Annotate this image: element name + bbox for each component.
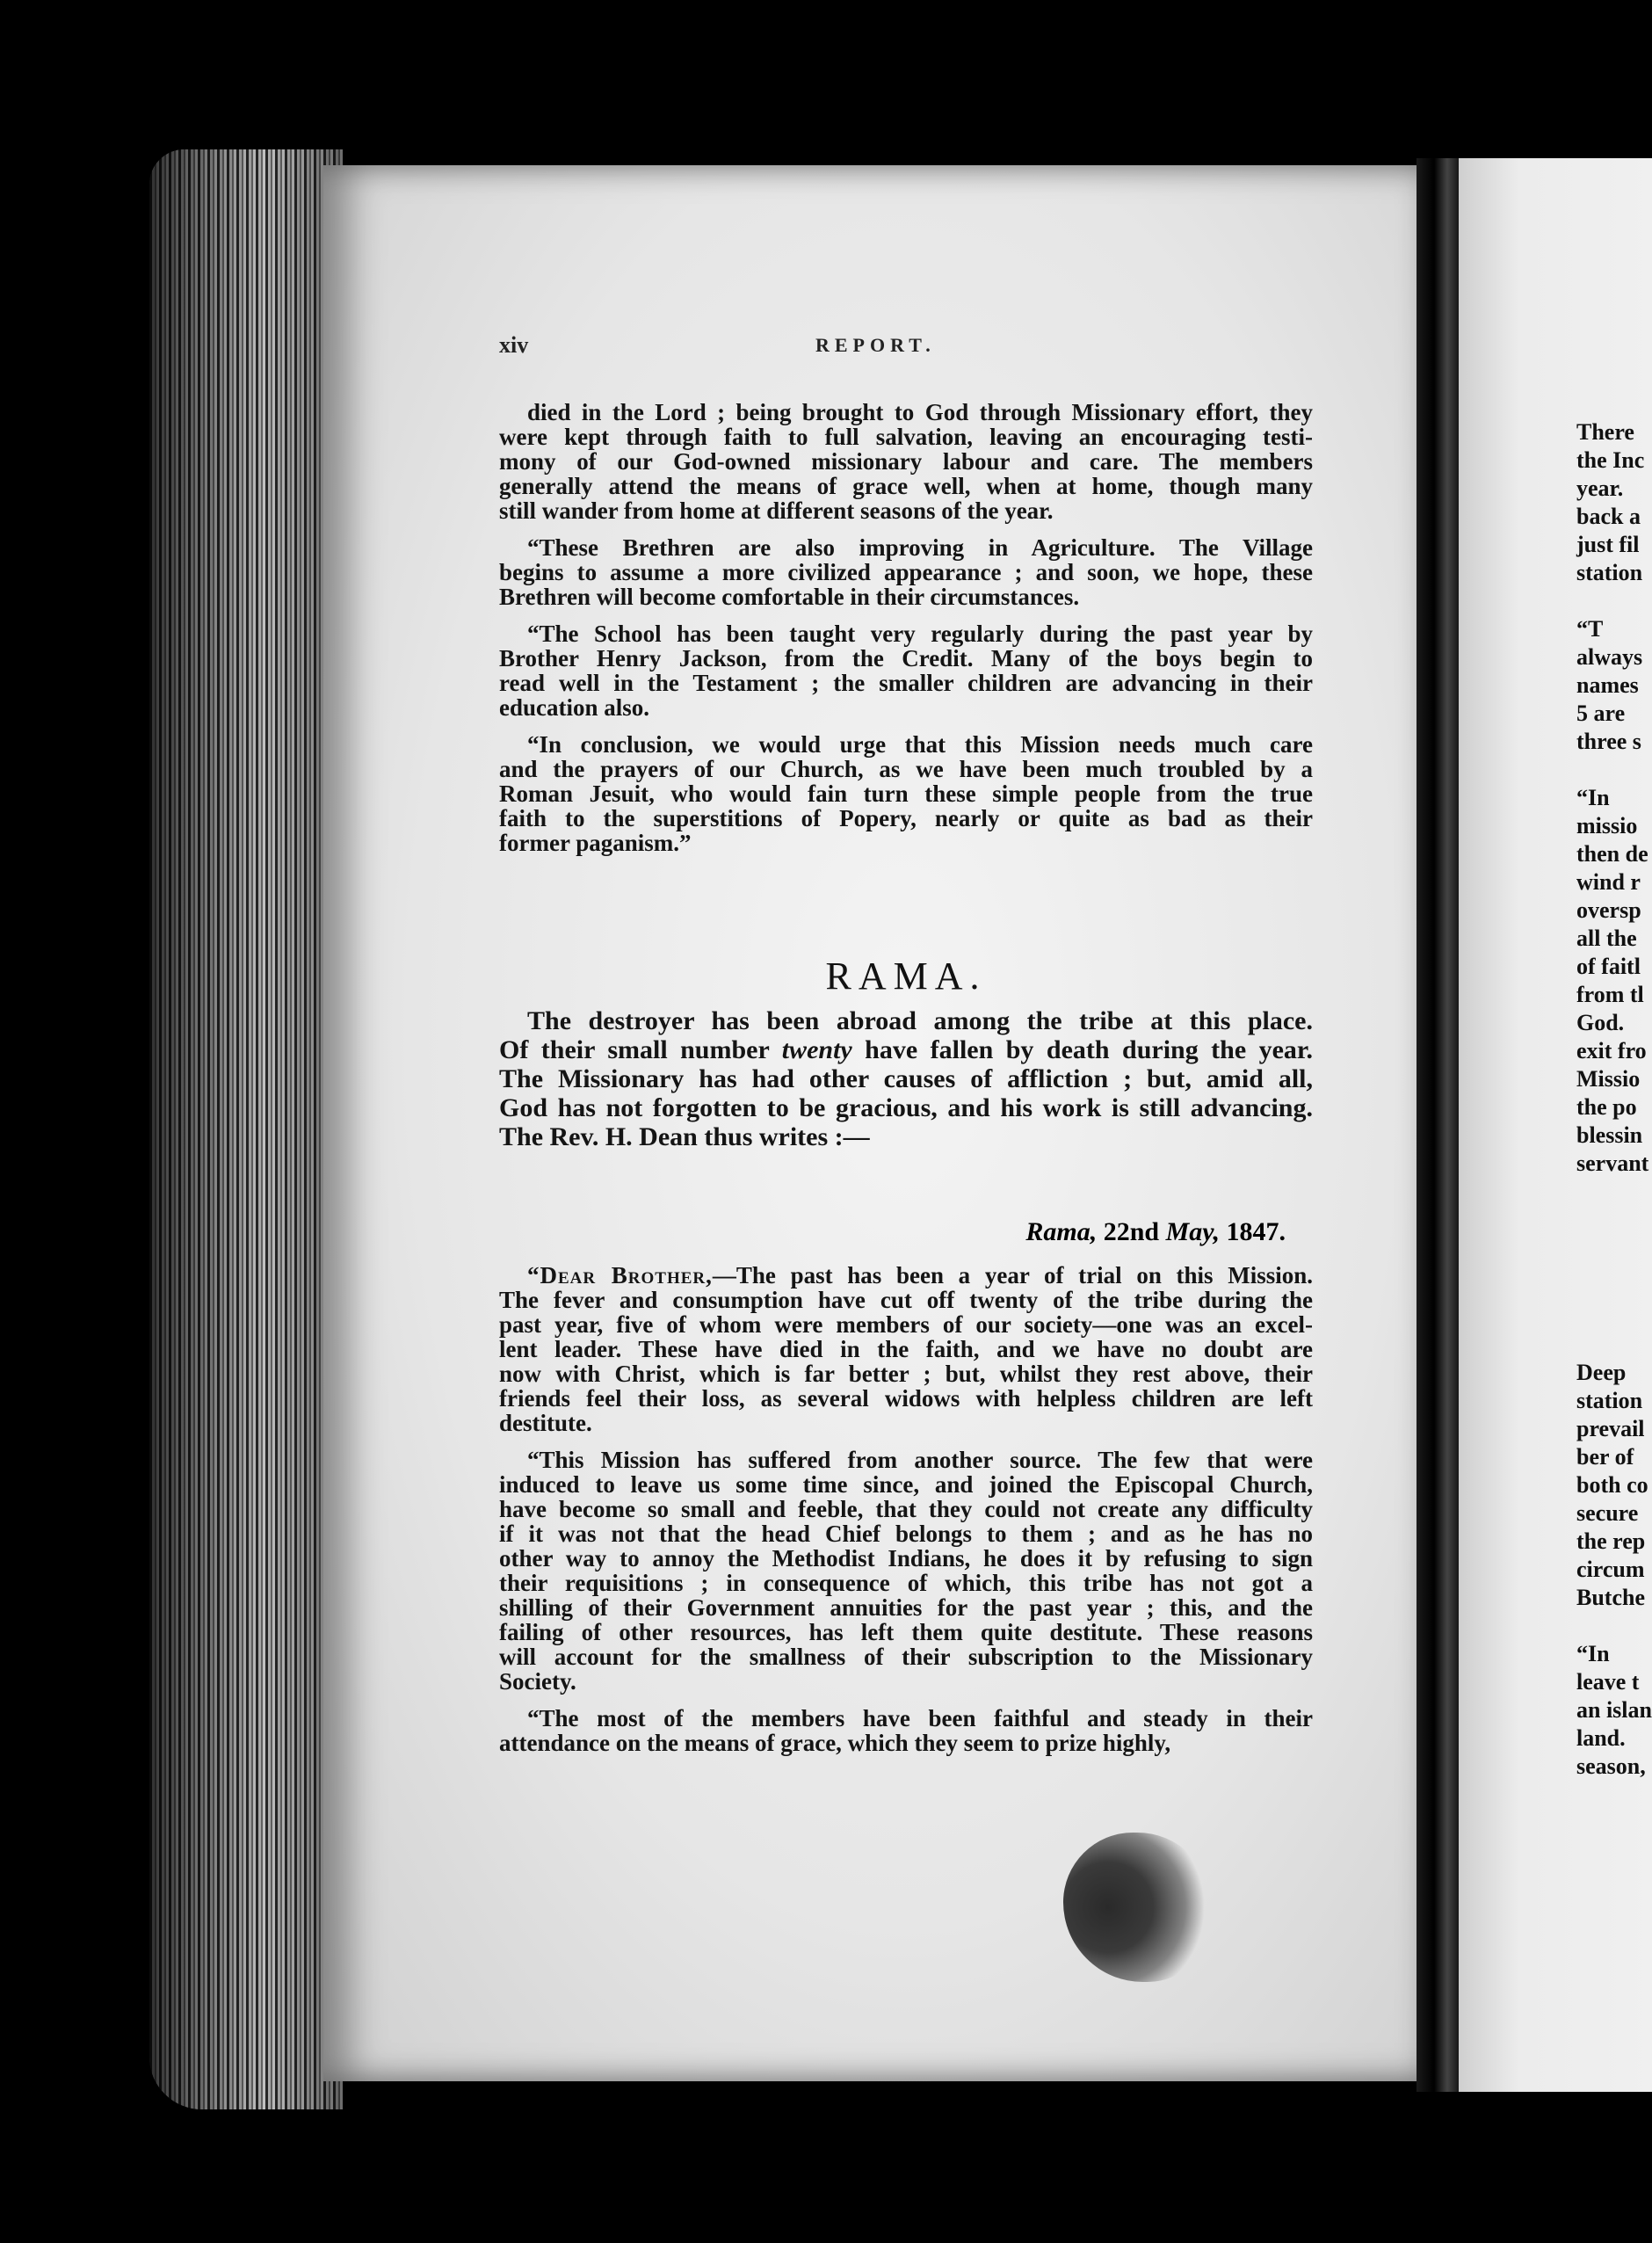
text-line: past year, five of whom were members of our society—one was an excel- xyxy=(499,1311,1313,1338)
paragraph xyxy=(499,732,1313,855)
facing-line: leave t xyxy=(1576,1669,1640,1695)
facing-line: of faitl xyxy=(1576,954,1641,979)
facing-line: station xyxy=(1576,1388,1643,1413)
text-line: mony of our God-owned missionary labour and care. The members xyxy=(499,448,1313,475)
text-line: their requisitions ; in consequence of which, this tribe has not got a xyxy=(499,1570,1313,1596)
running-title: REPORT. xyxy=(815,334,936,356)
paragraph xyxy=(499,1448,1313,1694)
facing-line: land. xyxy=(1576,1725,1626,1751)
text-line: Society. xyxy=(499,1668,576,1695)
letter-body xyxy=(499,1263,1313,1755)
facing-line: missio xyxy=(1576,813,1638,838)
facing-line: names xyxy=(1576,672,1639,698)
text-line: “The School has been taught very regularly during the past year by xyxy=(527,621,1313,647)
facing-line: “In xyxy=(1576,785,1610,810)
text-line: died in the Lord ; being brought to God through Missionary effort, they xyxy=(527,399,1313,425)
text-line: “The most of the members have been faithful and steady in their xyxy=(527,1705,1313,1731)
text-line: generally attend the means of grace well, when at home, though many xyxy=(499,473,1313,499)
text-line: former paganism.” xyxy=(499,830,692,856)
text-line: shilling of their Government annuities for the past year ; this, and the xyxy=(499,1594,1313,1621)
text-line: friends feel their loss, as several widows with helpless children are left xyxy=(499,1385,1313,1412)
facing-line: wind r xyxy=(1576,869,1641,895)
facing-line: circum xyxy=(1576,1557,1645,1582)
text-line: Of their small number twenty have fallen by death during the year. xyxy=(499,1035,1313,1064)
page-number: xiv xyxy=(499,332,529,358)
facing-line: exit fro xyxy=(1576,1038,1647,1063)
facing-line: the po xyxy=(1576,1094,1637,1120)
text-line: “This Mission has suffered from another source. The few that were xyxy=(527,1447,1313,1473)
text-line-rest: —The past has been a year of trial on this Mission. xyxy=(712,1262,1314,1288)
facing-line: secure xyxy=(1576,1500,1639,1526)
facing-line: just fil xyxy=(1576,532,1640,557)
facing-line: “In xyxy=(1576,1641,1610,1666)
facing-line: Butche xyxy=(1576,1585,1645,1610)
text-line: now with Christ, which is far better ; but, whilst they rest above, their xyxy=(499,1361,1313,1387)
page-header xyxy=(499,332,1313,367)
facing-line: all the xyxy=(1576,926,1637,951)
text-line: The fever and consumption have cut off twenty of the tribe during the xyxy=(499,1287,1313,1313)
paragraph xyxy=(499,1263,1313,1435)
text-line: The destroyer has been abroad among the tribe at this place. xyxy=(527,1006,1313,1035)
text-line: begins to assume a more civilized appearance ; and soon, we hope, these xyxy=(499,559,1313,585)
facing-line: Missio xyxy=(1576,1066,1641,1092)
facing-line: servant xyxy=(1576,1151,1649,1176)
facing-line: Deep xyxy=(1576,1360,1627,1385)
facing-line: prevail xyxy=(1576,1416,1645,1441)
book-gutter xyxy=(1417,158,1460,2092)
facing-line: year. xyxy=(1576,475,1624,501)
facing-line: from tl xyxy=(1576,982,1644,1007)
facing-line: both co xyxy=(1576,1472,1648,1498)
body-text-top xyxy=(499,400,1313,855)
facing-line: oversp xyxy=(1576,897,1641,923)
facing-line xyxy=(1576,1612,1652,1640)
text-line: were kept through faith to full salvation, leaving an encouraging testi- xyxy=(499,424,1313,450)
text-line: Brother Henry Jackson, from the Credit. Many of the boys begin to xyxy=(499,645,1313,671)
text-line: Roman Jesuit, who would fain turn these simple people from the true xyxy=(499,780,1313,807)
facing-line: 5 are xyxy=(1576,700,1626,726)
paragraph xyxy=(499,1706,1313,1755)
paragraph xyxy=(499,535,1313,609)
text-line: faith to the superstitions of Popery, nearly or quite as bad as their xyxy=(499,805,1313,831)
facing-line: the Inc xyxy=(1576,447,1645,473)
facing-line: the rep xyxy=(1576,1528,1646,1554)
facing-line xyxy=(1576,756,1648,784)
text-line: education also. xyxy=(499,694,650,721)
facing-page xyxy=(1459,158,1652,2092)
text-line: failing of other resources, has left them quite destitute. These reasons xyxy=(499,1619,1313,1645)
text-line: induced to leave us some time since, and joined the Episcopal Church, xyxy=(499,1471,1313,1498)
facing-line: an islan xyxy=(1576,1697,1652,1723)
lead-paragraph xyxy=(499,1006,1313,1151)
facing-line: then de xyxy=(1576,841,1648,867)
facing-line: There xyxy=(1576,419,1634,445)
facing-line xyxy=(1576,587,1648,615)
facing-page-text-top xyxy=(1576,418,1648,1178)
text-line: and the prayers of our Church, as we have been much troubled by a xyxy=(499,756,1313,782)
facing-line: station xyxy=(1576,560,1643,585)
text-line: Brethren will become comfortable in their circumstances. xyxy=(499,584,1080,610)
text-line: have become so small and feeble, that they could not create any difficulty xyxy=(499,1496,1313,1522)
text-line: if it was not that the head Chief belongs to them ; and as he has no xyxy=(499,1521,1313,1547)
paragraph xyxy=(499,621,1313,720)
facing-page-text-bottom xyxy=(1576,1359,1652,1781)
facing-line: back a xyxy=(1576,504,1641,529)
facing-line: God. xyxy=(1576,1010,1625,1035)
facing-line: always xyxy=(1576,644,1643,670)
text-line: other way to annoy the Methodist Indians, he does it by refusing to sign xyxy=(499,1545,1313,1572)
facing-line: season, xyxy=(1576,1753,1646,1779)
salutation: “Dear Brother, xyxy=(527,1262,713,1288)
text-line: “In conclusion, we would urge that this Mission needs much care xyxy=(527,731,1313,758)
text-line: God has not forgotten to be gracious, and his work is still advancing. xyxy=(499,1093,1313,1122)
text-line xyxy=(499,1263,1313,1288)
letter-dateline: Rama, 22nd May, 1847. xyxy=(1025,1217,1286,1246)
text-line: The Missionary has had other causes of affliction ; but, amid all, xyxy=(499,1064,1313,1093)
facing-line: ber of xyxy=(1576,1444,1634,1470)
text-line: still wander from home at different seasons of the year. xyxy=(499,497,1054,524)
text-line: The Rev. H. Dean thus writes :— xyxy=(499,1122,870,1151)
section-heading: RAMA. xyxy=(825,955,987,998)
text-line: will account for the smallness of their subscription to the Missionary xyxy=(499,1644,1313,1670)
text-line: destitute. xyxy=(499,1410,592,1436)
facing-line: “T xyxy=(1576,616,1604,642)
show-through xyxy=(518,896,1257,920)
text-line: read well in the Testament ; the smaller children are advancing in their xyxy=(499,670,1313,696)
facing-line: blessin xyxy=(1576,1122,1643,1148)
text-line: attendance on the means of grace, which they seem to prize highly, xyxy=(499,1730,1171,1756)
text-line: “These Brethren are also improving in Agriculture. The Village xyxy=(527,534,1313,561)
text-line: lent leader. These have died in the faith, and we have no doubt are xyxy=(499,1336,1313,1362)
paragraph xyxy=(499,400,1313,523)
facing-line: three s xyxy=(1576,729,1641,754)
